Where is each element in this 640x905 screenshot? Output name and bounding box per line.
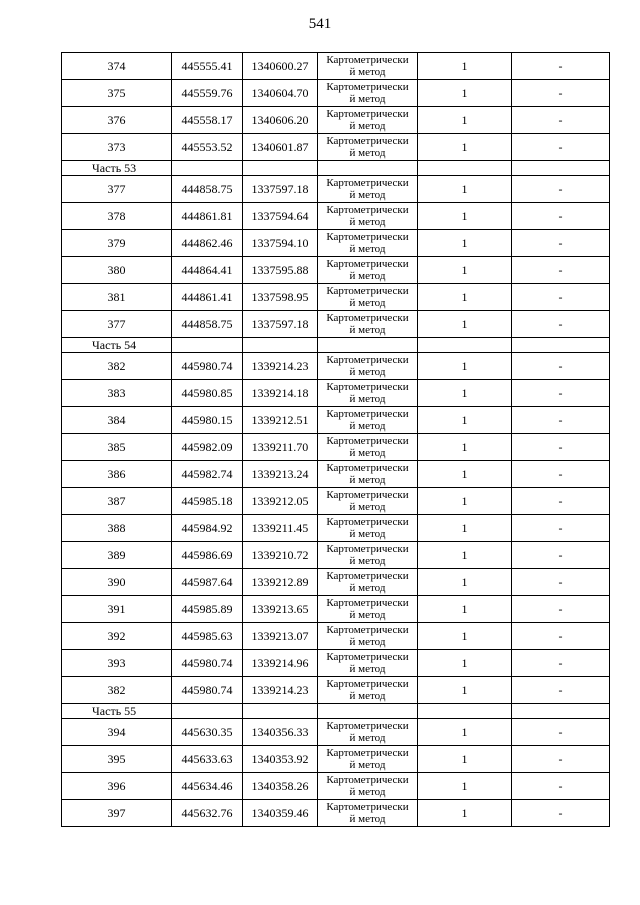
note-cell: - bbox=[512, 380, 610, 407]
method-text-line2: й метод bbox=[349, 690, 386, 702]
method-text-line2: й метод bbox=[349, 243, 386, 255]
method-text-line1: Картометрически bbox=[326, 135, 409, 147]
empty-cell bbox=[418, 704, 512, 719]
point-number-cell: 381 bbox=[62, 284, 172, 311]
method-text-line2: й метод bbox=[349, 120, 386, 132]
point-number-cell: 388 bbox=[62, 515, 172, 542]
table-row bbox=[62, 515, 610, 542]
y-coordinate-cell: 1339214.23 bbox=[243, 353, 318, 380]
accuracy-cell: 1 bbox=[418, 257, 512, 284]
note-cell: - bbox=[512, 542, 610, 569]
point-number-cell: 382 bbox=[62, 353, 172, 380]
accuracy-cell: 1 bbox=[418, 515, 512, 542]
note-cell: - bbox=[512, 257, 610, 284]
x-coordinate-cell: 445980.85 bbox=[172, 380, 243, 407]
y-coordinate-cell: 1339213.65 bbox=[243, 596, 318, 623]
x-coordinate-cell: 445980.74 bbox=[172, 677, 243, 704]
note-cell: - bbox=[512, 134, 610, 161]
x-coordinate-cell: 445558.17 bbox=[172, 107, 243, 134]
point-number-cell: 384 bbox=[62, 407, 172, 434]
note-cell: - bbox=[512, 176, 610, 203]
y-coordinate-cell: 1340600.27 bbox=[243, 53, 318, 80]
method-cell bbox=[318, 746, 418, 773]
method-text-line1: Картометрически bbox=[326, 204, 409, 216]
table-row bbox=[62, 284, 610, 311]
note-cell: - bbox=[512, 461, 610, 488]
method-cell bbox=[318, 134, 418, 161]
note-cell: - bbox=[512, 623, 610, 650]
method-text-line2: й метод bbox=[349, 501, 386, 513]
table-row bbox=[62, 773, 610, 800]
method-text-line1: Картометрически bbox=[326, 231, 409, 243]
note-cell: - bbox=[512, 746, 610, 773]
accuracy-cell: 1 bbox=[418, 53, 512, 80]
y-coordinate-cell: 1337595.88 bbox=[243, 257, 318, 284]
method-text-line1: Картометрически bbox=[326, 408, 409, 420]
accuracy-cell: 1 bbox=[418, 230, 512, 257]
method-text-line1: Картометрически bbox=[326, 258, 409, 270]
method-text-line1: Картометрически bbox=[326, 462, 409, 474]
accuracy-cell: 1 bbox=[418, 488, 512, 515]
method-cell bbox=[318, 569, 418, 596]
table-row bbox=[62, 623, 610, 650]
method-cell bbox=[318, 800, 418, 827]
point-number-cell: 392 bbox=[62, 623, 172, 650]
empty-cell bbox=[243, 704, 318, 719]
table-row bbox=[62, 542, 610, 569]
table-row bbox=[62, 596, 610, 623]
note-cell: - bbox=[512, 53, 610, 80]
method-text-line2: й метод bbox=[349, 474, 386, 486]
y-coordinate-cell: 1339210.72 bbox=[243, 542, 318, 569]
method-text-line2: й метод bbox=[349, 663, 386, 675]
point-number-cell: 379 bbox=[62, 230, 172, 257]
table-row bbox=[62, 353, 610, 380]
part-label: Часть 54 bbox=[62, 338, 172, 353]
y-coordinate-cell: 1337597.18 bbox=[243, 176, 318, 203]
table-row bbox=[62, 257, 610, 284]
point-number-cell: 382 bbox=[62, 677, 172, 704]
note-cell: - bbox=[512, 677, 610, 704]
accuracy-cell: 1 bbox=[418, 284, 512, 311]
method-text-line1: Картометрически bbox=[326, 354, 409, 366]
x-coordinate-cell: 445985.18 bbox=[172, 488, 243, 515]
method-cell bbox=[318, 284, 418, 311]
table-row bbox=[62, 53, 610, 80]
method-text-line2: й метод bbox=[349, 297, 386, 309]
x-coordinate-cell: 445980.15 bbox=[172, 407, 243, 434]
empty-cell bbox=[512, 704, 610, 719]
part-header-row bbox=[62, 161, 610, 176]
note-cell: - bbox=[512, 230, 610, 257]
method-cell bbox=[318, 488, 418, 515]
point-number-cell: 375 bbox=[62, 80, 172, 107]
point-number-cell: 391 bbox=[62, 596, 172, 623]
x-coordinate-cell: 444861.81 bbox=[172, 203, 243, 230]
point-number-cell: 393 bbox=[62, 650, 172, 677]
y-coordinate-cell: 1340356.33 bbox=[243, 719, 318, 746]
method-cell bbox=[318, 107, 418, 134]
accuracy-cell: 1 bbox=[418, 773, 512, 800]
accuracy-cell: 1 bbox=[418, 203, 512, 230]
x-coordinate-cell: 445982.09 bbox=[172, 434, 243, 461]
note-cell: - bbox=[512, 569, 610, 596]
x-coordinate-cell: 445630.35 bbox=[172, 719, 243, 746]
method-cell bbox=[318, 677, 418, 704]
part-header-row bbox=[62, 704, 610, 719]
note-cell: - bbox=[512, 488, 610, 515]
coordinates-table-body bbox=[62, 53, 610, 827]
x-coordinate-cell: 445555.41 bbox=[172, 53, 243, 80]
x-coordinate-cell: 445980.74 bbox=[172, 353, 243, 380]
table-row bbox=[62, 488, 610, 515]
point-number-cell: 395 bbox=[62, 746, 172, 773]
method-cell bbox=[318, 407, 418, 434]
method-text-line1: Картометрически bbox=[326, 801, 409, 813]
method-cell bbox=[318, 773, 418, 800]
accuracy-cell: 1 bbox=[418, 623, 512, 650]
x-coordinate-cell: 445987.64 bbox=[172, 569, 243, 596]
y-coordinate-cell: 1339213.24 bbox=[243, 461, 318, 488]
accuracy-cell: 1 bbox=[418, 107, 512, 134]
y-coordinate-cell: 1340604.70 bbox=[243, 80, 318, 107]
page-number: 541 bbox=[308, 16, 332, 32]
empty-cell bbox=[172, 161, 243, 176]
empty-cell bbox=[418, 161, 512, 176]
method-text-line1: Картометрически bbox=[326, 489, 409, 501]
method-text-line1: Картометрически bbox=[326, 624, 409, 636]
point-number-cell: 380 bbox=[62, 257, 172, 284]
point-number-cell: 394 bbox=[62, 719, 172, 746]
accuracy-cell: 1 bbox=[418, 353, 512, 380]
method-text-line2: й метод bbox=[349, 447, 386, 459]
empty-cell bbox=[512, 338, 610, 353]
method-text-line2: й метод bbox=[349, 609, 386, 621]
table-row bbox=[62, 746, 610, 773]
method-text-line2: й метод bbox=[349, 528, 386, 540]
method-text-line2: й метод bbox=[349, 147, 386, 159]
table-row bbox=[62, 311, 610, 338]
note-cell: - bbox=[512, 80, 610, 107]
y-coordinate-cell: 1337598.95 bbox=[243, 284, 318, 311]
point-number-cell: 383 bbox=[62, 380, 172, 407]
accuracy-cell: 1 bbox=[418, 461, 512, 488]
y-coordinate-cell: 1339212.51 bbox=[243, 407, 318, 434]
method-text-line2: й метод bbox=[349, 393, 386, 405]
note-cell: - bbox=[512, 353, 610, 380]
note-cell: - bbox=[512, 719, 610, 746]
point-number-cell: 374 bbox=[62, 53, 172, 80]
accuracy-cell: 1 bbox=[418, 596, 512, 623]
x-coordinate-cell: 444858.75 bbox=[172, 176, 243, 203]
note-cell: - bbox=[512, 596, 610, 623]
y-coordinate-cell: 1340601.87 bbox=[243, 134, 318, 161]
x-coordinate-cell: 445984.92 bbox=[172, 515, 243, 542]
note-cell: - bbox=[512, 800, 610, 827]
y-coordinate-cell: 1339211.70 bbox=[243, 434, 318, 461]
point-number-cell: 389 bbox=[62, 542, 172, 569]
point-number-cell: 386 bbox=[62, 461, 172, 488]
method-text-line2: й метод bbox=[349, 93, 386, 105]
table-row bbox=[62, 230, 610, 257]
y-coordinate-cell: 1339211.45 bbox=[243, 515, 318, 542]
point-number-cell: 390 bbox=[62, 569, 172, 596]
method-text-line1: Картометрически bbox=[326, 435, 409, 447]
point-number-cell: 387 bbox=[62, 488, 172, 515]
y-coordinate-cell: 1339212.05 bbox=[243, 488, 318, 515]
x-coordinate-cell: 445553.52 bbox=[172, 134, 243, 161]
method-cell bbox=[318, 623, 418, 650]
method-cell bbox=[318, 596, 418, 623]
y-coordinate-cell: 1337594.10 bbox=[243, 230, 318, 257]
x-coordinate-cell: 445982.74 bbox=[172, 461, 243, 488]
note-cell: - bbox=[512, 311, 610, 338]
note-cell: - bbox=[512, 773, 610, 800]
table-row bbox=[62, 800, 610, 827]
accuracy-cell: 1 bbox=[418, 380, 512, 407]
method-cell bbox=[318, 515, 418, 542]
point-number-cell: 378 bbox=[62, 203, 172, 230]
table-row bbox=[62, 461, 610, 488]
method-text-line2: й метод bbox=[349, 759, 386, 771]
table-row bbox=[62, 176, 610, 203]
method-text-line1: Картометрически bbox=[326, 108, 409, 120]
method-text-line2: й метод bbox=[349, 270, 386, 282]
point-number-cell: 377 bbox=[62, 311, 172, 338]
part-header-row bbox=[62, 338, 610, 353]
table-row bbox=[62, 407, 610, 434]
method-text-line1: Картометрически bbox=[326, 597, 409, 609]
note-cell: - bbox=[512, 407, 610, 434]
method-text-line2: й метод bbox=[349, 786, 386, 798]
y-coordinate-cell: 1339214.96 bbox=[243, 650, 318, 677]
part-label: Часть 55 bbox=[62, 704, 172, 719]
method-cell bbox=[318, 434, 418, 461]
y-coordinate-cell: 1340358.26 bbox=[243, 773, 318, 800]
method-cell bbox=[318, 719, 418, 746]
method-cell bbox=[318, 311, 418, 338]
y-coordinate-cell: 1337594.64 bbox=[243, 203, 318, 230]
method-text-line1: Картометрически bbox=[326, 312, 409, 324]
note-cell: - bbox=[512, 107, 610, 134]
table-row bbox=[62, 719, 610, 746]
note-cell: - bbox=[512, 434, 610, 461]
part-label: Часть 53 bbox=[62, 161, 172, 176]
method-text-line1: Картометрически bbox=[326, 543, 409, 555]
x-coordinate-cell: 444864.41 bbox=[172, 257, 243, 284]
method-text-line1: Картометрически bbox=[326, 747, 409, 759]
method-text-line1: Картометрически bbox=[326, 177, 409, 189]
method-text-line1: Картометрически bbox=[326, 54, 409, 66]
note-cell: - bbox=[512, 203, 610, 230]
y-coordinate-cell: 1339214.23 bbox=[243, 677, 318, 704]
method-text-line1: Картометрически bbox=[326, 81, 409, 93]
empty-cell bbox=[318, 704, 418, 719]
x-coordinate-cell: 444861.41 bbox=[172, 284, 243, 311]
empty-cell bbox=[512, 161, 610, 176]
method-text-line2: й метод bbox=[349, 555, 386, 567]
accuracy-cell: 1 bbox=[418, 719, 512, 746]
method-cell bbox=[318, 176, 418, 203]
x-coordinate-cell: 445986.69 bbox=[172, 542, 243, 569]
table-row bbox=[62, 203, 610, 230]
accuracy-cell: 1 bbox=[418, 677, 512, 704]
method-text-line2: й метод bbox=[349, 216, 386, 228]
x-coordinate-cell: 445634.46 bbox=[172, 773, 243, 800]
point-number-cell: 396 bbox=[62, 773, 172, 800]
method-text-line2: й метод bbox=[349, 324, 386, 336]
y-coordinate-cell: 1340606.20 bbox=[243, 107, 318, 134]
y-coordinate-cell: 1337597.18 bbox=[243, 311, 318, 338]
x-coordinate-cell: 444862.46 bbox=[172, 230, 243, 257]
method-cell bbox=[318, 650, 418, 677]
y-coordinate-cell: 1340353.92 bbox=[243, 746, 318, 773]
method-text-line2: й метод bbox=[349, 636, 386, 648]
method-cell bbox=[318, 257, 418, 284]
accuracy-cell: 1 bbox=[418, 800, 512, 827]
empty-cell bbox=[172, 338, 243, 353]
method-text-line1: Картометрически bbox=[326, 720, 409, 732]
method-text-line2: й метод bbox=[349, 189, 386, 201]
x-coordinate-cell: 445632.76 bbox=[172, 800, 243, 827]
y-coordinate-cell: 1339213.07 bbox=[243, 623, 318, 650]
method-cell bbox=[318, 53, 418, 80]
method-text-line1: Картометрически bbox=[326, 516, 409, 528]
x-coordinate-cell: 445985.63 bbox=[172, 623, 243, 650]
method-text-line1: Картометрически bbox=[326, 774, 409, 786]
method-text-line2: й метод bbox=[349, 732, 386, 744]
accuracy-cell: 1 bbox=[418, 650, 512, 677]
empty-cell bbox=[418, 338, 512, 353]
empty-cell bbox=[318, 161, 418, 176]
table-row bbox=[62, 380, 610, 407]
method-cell bbox=[318, 353, 418, 380]
x-coordinate-cell: 445985.89 bbox=[172, 596, 243, 623]
method-text-line2: й метод bbox=[349, 813, 386, 825]
method-cell bbox=[318, 230, 418, 257]
accuracy-cell: 1 bbox=[418, 746, 512, 773]
table-row bbox=[62, 134, 610, 161]
x-coordinate-cell: 445559.76 bbox=[172, 80, 243, 107]
empty-cell bbox=[243, 161, 318, 176]
x-coordinate-cell: 444858.75 bbox=[172, 311, 243, 338]
y-coordinate-cell: 1339214.18 bbox=[243, 380, 318, 407]
method-text-line2: й метод bbox=[349, 420, 386, 432]
accuracy-cell: 1 bbox=[418, 569, 512, 596]
y-coordinate-cell: 1339212.89 bbox=[243, 569, 318, 596]
table-row bbox=[62, 569, 610, 596]
table-row bbox=[62, 80, 610, 107]
accuracy-cell: 1 bbox=[418, 434, 512, 461]
y-coordinate-cell: 1340359.46 bbox=[243, 800, 318, 827]
accuracy-cell: 1 bbox=[418, 542, 512, 569]
method-cell bbox=[318, 461, 418, 488]
method-text-line1: Картометрически bbox=[326, 381, 409, 393]
table-row bbox=[62, 650, 610, 677]
method-text-line2: й метод bbox=[349, 582, 386, 594]
table-row bbox=[62, 677, 610, 704]
note-cell: - bbox=[512, 515, 610, 542]
empty-cell bbox=[243, 338, 318, 353]
accuracy-cell: 1 bbox=[418, 176, 512, 203]
method-cell bbox=[318, 80, 418, 107]
point-number-cell: 373 bbox=[62, 134, 172, 161]
x-coordinate-cell: 445633.63 bbox=[172, 746, 243, 773]
note-cell: - bbox=[512, 284, 610, 311]
x-coordinate-cell: 445980.74 bbox=[172, 650, 243, 677]
point-number-cell: 377 bbox=[62, 176, 172, 203]
table-row bbox=[62, 434, 610, 461]
method-text-line1: Картометрически bbox=[326, 678, 409, 690]
method-cell bbox=[318, 380, 418, 407]
note-cell: - bbox=[512, 650, 610, 677]
accuracy-cell: 1 bbox=[418, 311, 512, 338]
accuracy-cell: 1 bbox=[418, 407, 512, 434]
coordinates-table bbox=[61, 52, 610, 827]
point-number-cell: 397 bbox=[62, 800, 172, 827]
method-cell bbox=[318, 203, 418, 230]
method-cell bbox=[318, 542, 418, 569]
accuracy-cell: 1 bbox=[418, 80, 512, 107]
point-number-cell: 376 bbox=[62, 107, 172, 134]
method-text-line1: Картометрически bbox=[326, 285, 409, 297]
method-text-line2: й метод bbox=[349, 66, 386, 78]
empty-cell bbox=[172, 704, 243, 719]
empty-cell bbox=[318, 338, 418, 353]
point-number-cell: 385 bbox=[62, 434, 172, 461]
method-text-line1: Картометрически bbox=[326, 651, 409, 663]
method-text-line1: Картометрически bbox=[326, 570, 409, 582]
accuracy-cell: 1 bbox=[418, 134, 512, 161]
table-row bbox=[62, 107, 610, 134]
method-text-line2: й метод bbox=[349, 366, 386, 378]
